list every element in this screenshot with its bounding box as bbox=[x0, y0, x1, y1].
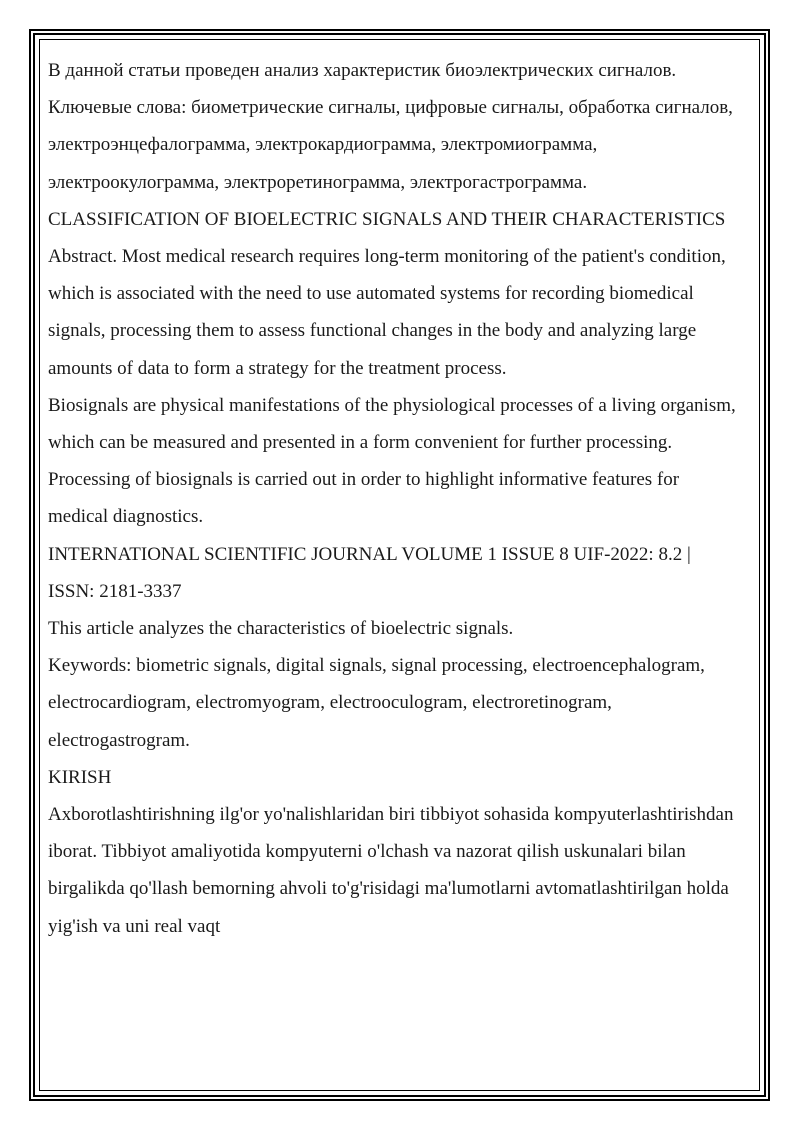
paragraph-english-abstract: CLASSIFICATION OF BIOELECTRIC SIGNALS AND THEIR CHARACTERISTICS Abstract. Most medical research requires long-term monitoring of the patient's condition, which is associated with the need to use automated systems for recording biomedical signals, processing them to assess functional changes in the body and analyzing large amounts of data to form a strategy for the treatment process. bbox=[48, 208, 726, 379]
paragraph-kirish-body: Axborotlashtirishning ilg'or yo'nalishlaridan biri tibbiyot sohasida kompyuterlashtirishdan iborat. Tibbiyot amaliyotida kompyuterni o'lchash va nazorat qilish uskunalari bilan birgalikda qo'llash bemorning ahvoli to'g'risidagi ma'lumotlarni avtomatlashtirilgan holda yig'ish va uni real vaqt bbox=[48, 804, 734, 937]
paragraph-biosignals: Biosignals are physical manifestations of the physiological processes of a living organism, which can be measured and presented in a form convenient for further processing. Processing of biosignals is carried out in order to highlight informative features for medical diagnostics. bbox=[48, 394, 736, 528]
paragraph-keywords: Keywords: biometric signals, digital signals, signal processing, electroencephalogram, electrocardiogram, electromyogram, electrooculogram, electroretinogram, electrogastrogram. bbox=[48, 655, 705, 751]
paragraph-russian-abstract: В данной статьи проведен анализ характеристик биоэлектрических сигналов. Ключевые слова: биометрические сигналы, цифровые сигналы, обработка сигналов, электроэнцефалограмма, электрокардиограмма, электромиограмма, электроокулограмма, электроретинограмма, электрогастрограмма. bbox=[48, 60, 733, 193]
section-heading-kirish: KIRISH bbox=[48, 766, 112, 788]
paragraph-article-summary: This article analyzes the characteristics of bioelectric signals. bbox=[48, 618, 514, 640]
document-body bbox=[48, 52, 738, 945]
journal-header: INTERNATIONAL SCIENTIFIC JOURNAL VOLUME 1 ISSUE 8 UIF-2022: 8.2 | ISSN: 2181-3337 bbox=[48, 543, 691, 602]
